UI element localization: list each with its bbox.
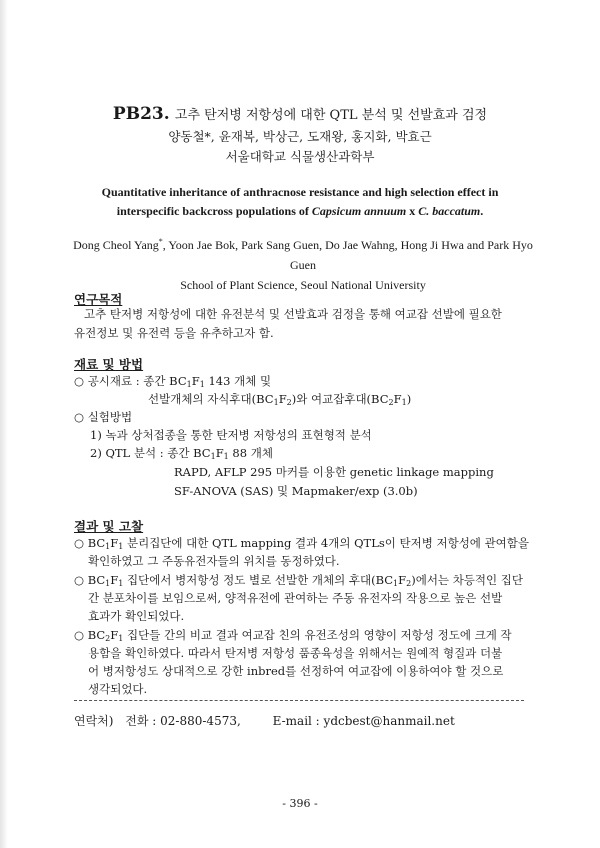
title-korean: 고추 탄저병 저항성에 대한 QTL 분석 및 선발효과 검정 [174,108,488,123]
method-item: RAPD, AFLP 295 마커를 이용한 genetic linkage mapping [174,465,494,479]
contact-phone: 전화 : 02-880-4573, [125,714,241,728]
result-item [74,535,529,551]
results-heading: 결과 및 고찰 [74,519,144,534]
dashed-divider [74,700,524,701]
subscript: 1 [118,634,124,643]
objective-line: 고추 탄저병 저항성에 대한 유전분석 및 선발효과 검정을 통해 여교잡 선발에 필요한 [84,307,502,321]
subscript: 2 [105,634,111,643]
result-line: 효과가 확인되었다. [88,609,185,623]
subscript: 2 [388,398,394,407]
subscript: 1 [393,579,399,588]
title-text: interspecific backcross populations of [116,204,312,218]
subscript: 1 [223,452,229,461]
method-item [90,445,273,461]
text: 선발개체의 자식후대(BC [148,392,274,406]
objective-heading: 연구목적 [74,292,123,307]
english-title-line1: Quantitative inheritance of anthracnose resistance and high selection effect in [101,185,499,199]
subscript: 1 [199,380,205,389]
subscript: 1 [118,542,124,551]
corresponding-mark: * [158,237,163,246]
text: ○ BC [74,573,106,587]
co-authors: , Yoon Jae Bok, Park Sang Guen, Do Jae Wahng, Hong Ji Hwa and Park Hyo Guen [162,238,533,272]
result-line: 확인하였고 그 주동유전자들의 위치를 동정하였다. [88,554,340,568]
species-name: Capsicum annuum [311,204,407,218]
objective-line: 유전정보 및 유전력 등을 유추하고자 함. [74,326,274,340]
result-line: 어 병저항성도 상대적으로 강한 inbred를 선정하여 여교잡에 이용하여야 할 것으로 [88,664,504,678]
method-item [74,373,271,389]
text: F [110,536,119,550]
contact-info [74,712,455,729]
text: )에서는 차등적인 집단 [411,573,523,587]
method-item [148,391,411,407]
method-item: 1) 녹과 상처접종을 통한 탄저병 저항성의 표현형적 분석 [90,428,372,442]
subscript: 1 [118,579,124,588]
text: 143 개체 및 [204,374,272,388]
subscript: 1 [273,398,279,407]
result-line: 생각되었다. [88,682,148,696]
paper-title [0,104,600,124]
text: 집단들 간의 비교 결과 여교잡 친의 유전조성의 영향이 저항성 정도에 크게 작 [123,628,512,642]
text: 2) QTL 분석 : 종간 BC [90,446,211,460]
species-name-2: C. baccatum [418,204,481,218]
authors-korean: 양동철*, 윤재복, 박상근, 도재왕, 홍지화, 박효근 [168,129,432,144]
text: 분리집단에 대한 QTL mapping 결과 4개의 QTLs이 탄저병 저항성에 관여함을 [123,536,530,550]
text: F [393,392,402,406]
text: F [215,446,224,460]
text: F [398,573,407,587]
text: ○ 공시재료 : 종간 BC [74,374,187,388]
english-authors [68,232,538,295]
text: F [110,628,119,642]
result-item [74,627,512,643]
methods-heading: 재료 및 방법 [74,357,144,372]
subscript: 1 [186,380,192,389]
result-line: 간 분포차이를 보임으로써, 양적유전에 관여하는 주동 유전자의 작용으로 높은 선발 [88,591,503,605]
text: 집단에서 병저항성 정도 별로 선발한 개체의 후대(BC [123,573,394,587]
cross-symbol: x [406,204,419,218]
english-title [0,183,600,221]
text: ○ BC [74,628,106,642]
subscript: 2 [406,579,412,588]
method-item: SF-ANOVA (SAS) 및 Mapmaker/exp (3.0b) [174,484,418,498]
page-number: - 396 - [282,797,318,810]
text: ) [406,392,412,406]
subscript: 1 [105,542,111,551]
text: )와 여교잡후대(BC [291,392,389,406]
text: F [191,374,200,388]
english-affiliation: School of Plant Science, Seoul National University [180,278,426,292]
text: 88 개체 [228,446,273,460]
result-line: 용함을 확인하였다. 따라서 탄저병 저항성 품종육성을 위해서는 원예적 형질과 더불 [88,646,503,660]
subscript: 1 [401,398,407,407]
text: ○ BC [74,536,106,550]
subscript: 1 [210,452,216,461]
english-title-line2 [0,202,600,221]
abstract-code: PB23. [112,104,170,124]
title-end: . [480,204,484,218]
method-item: ○ 실험방법 [74,410,133,424]
affiliation-korean: 서울대학교 식물생산과학부 [225,149,375,164]
text: F [110,573,119,587]
contact-email[interactable]: E-mail : ydcbest@hanmail.net [272,714,455,728]
subscript: 1 [105,579,111,588]
subscript: 2 [286,398,292,407]
objective-body [74,305,524,343]
lead-author: Dong Cheol Yang [73,238,159,252]
contact-label: 연락처) [74,714,114,728]
result-item [74,572,523,588]
text: F [278,392,287,406]
